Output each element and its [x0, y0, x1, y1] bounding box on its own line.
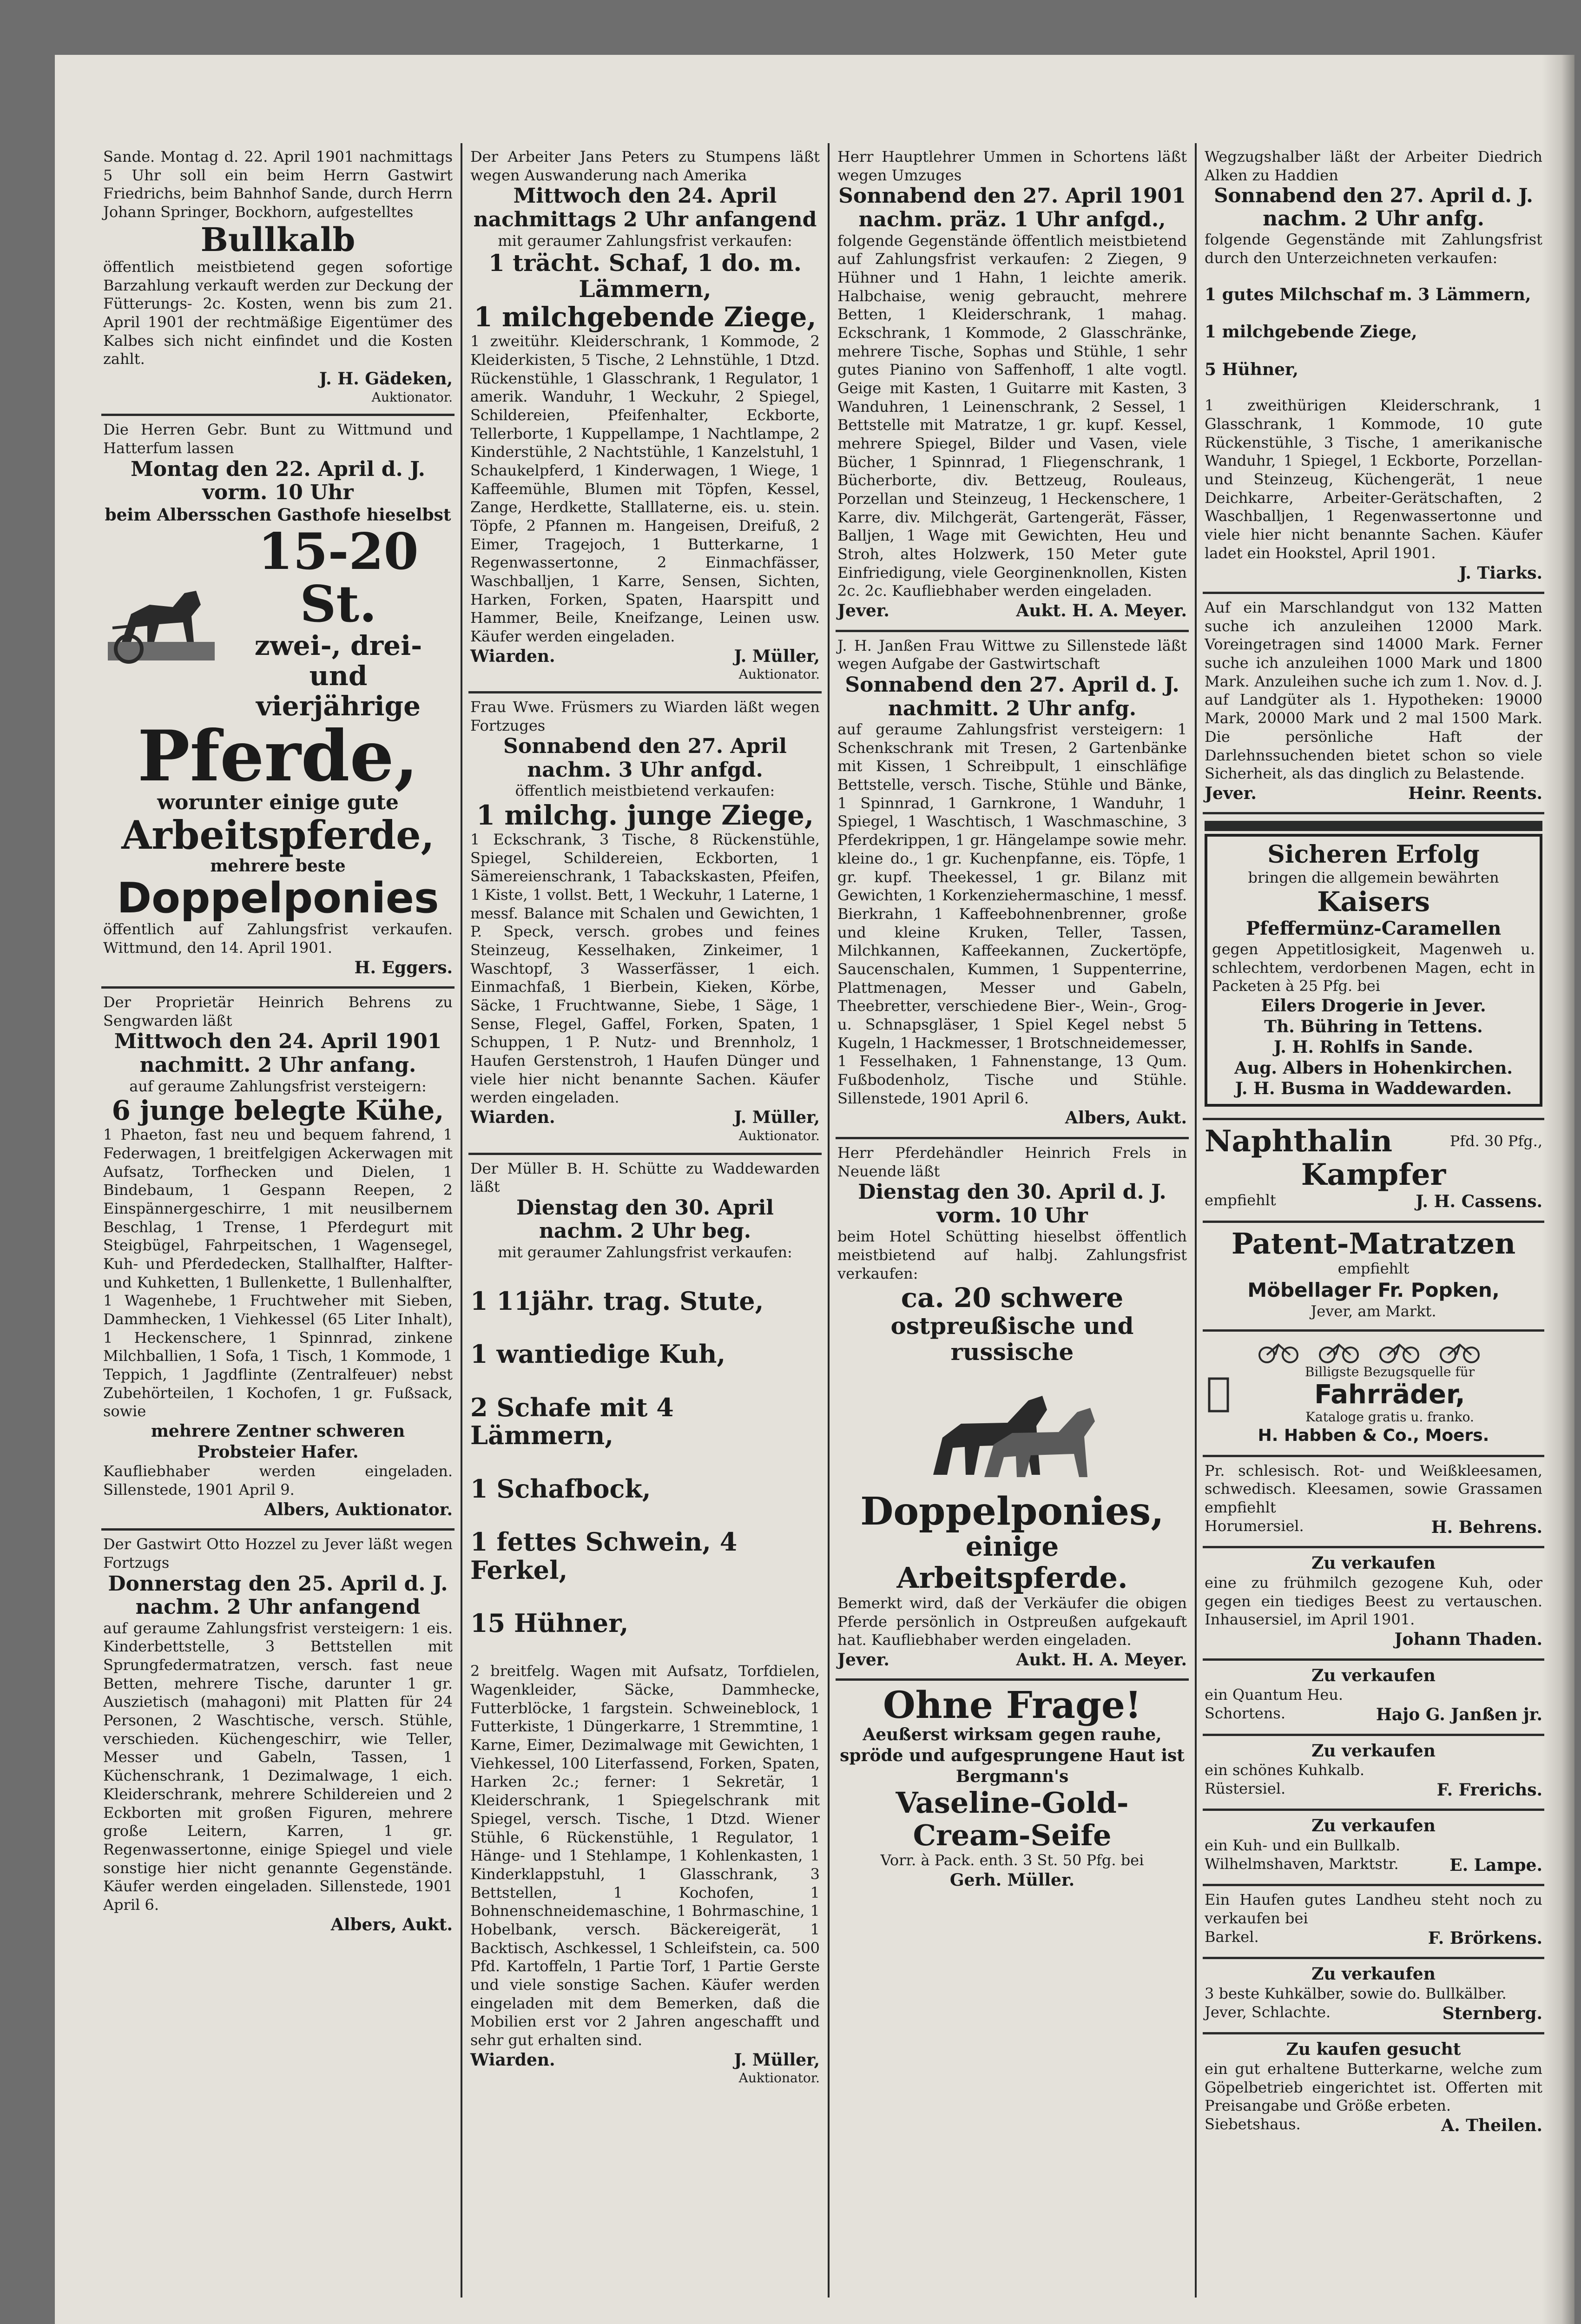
- ad-date: Sonnabend den 27. April d. J.: [845, 673, 1179, 697]
- ad-role: Auktionator.: [738, 2070, 820, 2086]
- ad-date: Sonnabend den 27. April 1901: [838, 184, 1186, 208]
- ad-signature-line: [470, 646, 820, 667]
- ad-body: Aeußerst wirksam gegen rauhe, spröde und aufgesprungene Haut ist Bergmann's: [840, 1725, 1185, 1786]
- ad-lead: Die Herren Gebr. Bunt zu Wittmund und Hatterfum lassen: [103, 421, 453, 457]
- ad-signature-line: [1205, 1780, 1542, 1801]
- ad-item: 1 11jähr. trag. Stute,: [470, 1286, 764, 1316]
- column-4: [1203, 143, 1544, 2298]
- ad-price: Pfd. 30 Pfg.,: [1449, 1132, 1542, 1150]
- ad-lead: Herr Hauptlehrer Ummen in Schortens läßt wegen Umzuges: [837, 148, 1187, 184]
- ad-signature: H. Eggers.: [354, 957, 453, 977]
- ad-item: 1 milchgebende Ziege,: [1205, 322, 1417, 342]
- ad-body: öffentlich auf Zahlungsfrist verkaufen. Wittmund, den 14. April 1901.: [103, 920, 453, 957]
- newspaper-page: [55, 55, 1574, 2324]
- ad-signature: J. Müller,: [734, 646, 820, 666]
- ad-line: Arbeitspferde,: [121, 812, 435, 858]
- ad-time: nachmittags 2 Uhr anfangend: [473, 207, 817, 231]
- ad-retailer: Eilers Drogerie in Jever.: [1261, 996, 1486, 1016]
- ad-line: einige: [965, 1531, 1059, 1563]
- ad-item: 1 fettes Schwein, 4 Ferkel,: [470, 1527, 738, 1585]
- ad-sign-place: Jever.: [837, 601, 889, 621]
- ad-time: nachm. 3 Uhr anfgd.: [527, 758, 763, 782]
- ad-body: folgende Gegenstände öffentlich meistbietend auf Zahlungsfrist verkaufen: 2 Ziegen, 9 Hühner und 1 Hahn, 1 leichte amerik. Halbchaise, wenig gebraucht, mehrere Betten, 1 Kleiderschrank, 1 mahag. Eckschrank, 1 Kommode, 2 Glasschränke, mehrere Tische, Sophas und Stühle, 1 sehr gutes Pianino von Saffenhoff, 1 alte vogtl. Geige mit Kasten, 1 Guitarre mit Kasten, 3 Wanduhren, 1 Leinenschrank, 2 Sessel, 1 Bettstelle mit Matratze, 1 gr. kupf. Kessel, mehrere Spiegel, Bilder und Vasen, viele Bücher, 1 Spinnrad, 1 Fliegenschrank, 1 Bücherborte, div. Bettzeug, Rouleaus, Porzellan und Steinzeug, 1 Heckenschere, 1 Karre, div. Milchgerät, Gartengerät, Fässer, Balljen, 1 Wage mit Gewichten, Heu und Stroh, altes Holzwerk, 150 Meter gute Einfriedigung, viele Georginenknollen, Kisten 2c. 2c. Kaufliebhaber werden eingeladen.: [837, 231, 1187, 600]
- ad-line: Arbeitspferde.: [896, 1561, 1128, 1595]
- ad-body: auf geraume Zahlungsfrist versteigern: 1 Schenkschrank mit Tresen, 2 Gartenbänke mit Kissen, 1 Schreibpult, 1 einschläfige Bettstelle, versch. Tische, Stühle und Bänke, 1 Spinnrad, 1 Garnkrone, 1 Wanduhr, 1 Spiegel, 1 Waschtisch, 1 Waschmaschine, 3 Pferdekrippen, 1 gr. Hängelampe sowie mehr. kleine do., 1 gr. Kuchenpfanne, eis. Töpfe, 1 gr. kupf. Theekessel, 1 gr. Bilanz mit Gewichten, 1 Korkenziehermaschine, 1 messf. Bierkrahn, 1 Kaffeebohnenbrenner, große und kleine Kruken, Teller, Tassen, Milchkannen, Kaffeekannen, Zuckertöpfe, Saucenschalen, Kummen, 1 Suppenterrine, Plattmenagen, Messer und Gabeln, Theebretter, verschiedene Bier-, Wein-, Grog- u. Schnapsgläser, 1 Spiel Kegel nebst 5 Kugeln, 1 Hackmesser, 1 Brotschneidemesser, 1 Fesselhaken, 1 Fahnenstange, 13 Qum. Fußbodenholz, Tische und Stühle. Sillenstede, 1901 April 6.: [837, 720, 1187, 1107]
- ad-signature-line: [470, 1107, 820, 1128]
- ad-kleesamen: [1203, 1455, 1544, 1546]
- column-3: [836, 143, 1189, 2298]
- ad-peters: [468, 143, 822, 691]
- ad-line: beim Hotel Schütting hieselbst öffentlich meistbietend auf halbj. Zahlungsfrist verkaufen:: [837, 1228, 1187, 1282]
- ad-time: nachmitt. 2 Uhr anfang.: [139, 1053, 416, 1077]
- ad-signature: Aukt. H. A. Meyer.: [1016, 1650, 1187, 1670]
- ad-kuh-thaden: [1203, 1546, 1544, 1658]
- ad-signature: Albers, Auktionator.: [264, 1499, 453, 1519]
- ad-signature: J. Müller,: [734, 1108, 820, 1128]
- ad-signature: Hajo G. Janßen jr.: [1376, 1704, 1542, 1724]
- ad-sign-place: Schortens.: [1205, 1704, 1286, 1722]
- ad-sign-place: Jever.: [1205, 783, 1257, 803]
- ad-lead: Der Gastwirt Otto Hozzel zu Jever läßt wegen Fortzugs: [103, 1535, 453, 1571]
- ad-date: Mittwoch den 24. April 1901: [114, 1030, 442, 1054]
- ad-headline: Kampfer: [1301, 1157, 1446, 1192]
- ad-lead: J. H. Janßen Frau Wittwe zu Sillenstede läßt wegen Aufgabe der Gastwirtschaft: [837, 636, 1187, 673]
- ad-date: Sonnabend den 27. April d. J.: [1214, 184, 1533, 207]
- ad-signature: F. Frerichs.: [1436, 1780, 1542, 1800]
- ad-retailer: Th. Bühring in Tettens.: [1264, 1017, 1483, 1037]
- ad-janssen: [836, 630, 1189, 1137]
- ad-body: gegen Appetitlosigkeit, Magenweh u. schlechtem, verdorbenen Magen, echt in Packeten à 25 Pfg. bei: [1212, 940, 1535, 995]
- ad-sign-place: Jever, Schlachte.: [1205, 2003, 1331, 2021]
- ad-body: 3 beste Kuhkälber, sowie do. Bullkälber.: [1205, 1984, 1507, 2002]
- ad-headline: Zu verkaufen: [1311, 1816, 1436, 1836]
- column-1: [101, 143, 455, 2298]
- ad-line: Jever, am Markt.: [1311, 1302, 1436, 1320]
- ad-date: Mittwoch den 24. April: [513, 184, 777, 208]
- ad-line: bringen die allgemein bewährten: [1248, 868, 1499, 886]
- ad-body: 2 breitfelg. Wagen mit Aufsatz, Torfdielen, Wagenkleider, Säcke, Dammhecke, Futterblöcke, 1 fargstein. Schweineblock, 1 Futterkiste, 1 Düngerkarre, 1 Stremmtine, 1 Karne, Eimer, Dezimalwage mit Gewichten, 1 Viehkessel, 100 Literfassend, Forken, Spaten, Harken 2c.; ferner: 1 Sekretär, 1 Kleiderschrank, 1 Spiegelschrank mit Spiegel, versch. Tische, 1 Dtzd. Wiener Stühle, 6 Rückenstühle, 1 Regulator, 1 Hänge- und 1 Stehlampe, 1 Kohlenkasten, 1 Kinderklappstuhl, 1 Glasschrank, 3 Bettstellen, 1 Kochofen, 1 Bohnenschneidemaschine, 1 Bohrmaschine, 1 Hobelbank, versch. Bäckereigerät, 1 Backtisch, Aschkessel, 1 Schleifstein, ca. 500 Pfd. Kartoffeln, 1 Partie Torf, 1 Partie Gerste und viele sonstige Sachen. Käufer werden eingeladen mit dem Bemerken, daß die Mobilien erst vor 2 Jahren angeschafft und sehr gut erhalten sind.: [470, 1662, 820, 2049]
- ad-signature: Aukt. H. A. Meyer.: [1016, 601, 1187, 621]
- ad-signature-line: [1205, 783, 1542, 804]
- ad-signature: H. Behrens.: [1431, 1517, 1542, 1537]
- ad-sign-place: Wiarden.: [470, 646, 555, 666]
- ad-sign-place: Horumersiel.: [1205, 1517, 1304, 1535]
- ad-body: eine zu frühmilch gezogene Kuh, oder gegen ein tiediges Beest zu vertauschen. Inhausersiel, im April 1901.: [1205, 1573, 1542, 1629]
- ad-body: auf geraume Zahlungsfrist versteigern: 1 eis. Kinderbettstelle, 3 Bettstellen mit Sprungfedermatratzen, versch. fast neue Betten, mehrere Tische, darunter 1 gr. Auszietisch (mahagoni) mit Platten für 24 Personen, 2 Waschtische, versch. Stühle, verschieden. Küchengeschirr, wie Teller, Messer und Gabeln, Tassen, 1 Küchenschrank, 1 Dezimalwage, 1 eich. Kleiderschrank, mehrere Schildereien und 2 Eckborten mit großen Figuren, mehrere große Leitern, Karren, 1 gr. Regenwassertonne, einige Spiegel und viele sonstige hier nicht genannte Gegenstände. Käufer werden eingeladen. Sillenstede, 1901 April 6.: [103, 1619, 453, 1914]
- ad-headline: Bullkalb: [200, 220, 356, 259]
- ad-naphthalin: [1203, 1118, 1544, 1221]
- ad-lead: Frau Wwe. Früsmers zu Wiarden läßt wegen Fortzuges: [470, 698, 820, 734]
- ad-line: folgende Gegenstände mit Zahlungsfrist durch den Unterzeichneten verkaufen:: [1205, 231, 1542, 267]
- ad-body: ein Quantum Heu.: [1205, 1686, 1344, 1704]
- ad-count: 15-20 St.: [258, 522, 419, 634]
- ad-signature: Sternberg.: [1442, 2003, 1542, 2023]
- ad-matratzen: [1203, 1221, 1544, 1329]
- ad-signature: Albers, Aukt.: [1065, 1108, 1187, 1128]
- ad-line: mehrere Zentner schweren Probsteier Hafer.: [151, 1421, 405, 1462]
- ad-time: nachm. 2 Uhr anfangend: [135, 1595, 421, 1619]
- ad-lead: Der Arbeiter Jans Peters zu Stumpens läßt wegen Auswanderung nach Amerika: [470, 148, 820, 184]
- ad-headline: 1 milchg. junge Ziege,: [476, 799, 814, 832]
- page-spine-shadow: [1542, 55, 1574, 2324]
- column-rule: [828, 143, 830, 2298]
- ad-body: ein schönes Kuhkalb.: [1205, 1761, 1365, 1779]
- ad-sign-place: Wiarden.: [470, 2050, 555, 2070]
- ad-lead: Der Müller B. H. Schütte zu Waddewarden läßt: [470, 1159, 820, 1196]
- ad-signature: Albers, Aukt.: [330, 1915, 453, 1934]
- ad-body: 1 zweithürigen Kleiderschrank, 1 Glasschrank, 1 Kommode, 10 gute Rückenstühle, 3 Tische, 1 amerikanische Wanduhr, 1 Spiegel, 1 Eckborte, Porzellan- und Steinzeug, Küchengerät, 1 neue Deichkarre, Arbeiter-Gerätschaften, 2 Waschballjen, 1 Regenwassertonne und viele hier nicht benannte Sachen. Käufer ladet ein Hookstel, April 1901.: [1205, 396, 1542, 562]
- ad-headline: Patent-Matratzen: [1231, 1227, 1516, 1261]
- ad-body: öffentlich meistbietend gegen sofortige Barzahlung verkauft werden zur Deckung der Fütterungs- 2c. Kosten, wenn bis zum 21. April 1901 der rechtmäßige Eigentümer des Kalbes sich nicht einfindet und die Kosten zahlt.: [103, 258, 453, 368]
- ad-row: [1205, 1125, 1542, 1158]
- ad-time: nachm. präz. 1 Uhr anfgd.,: [858, 207, 1166, 231]
- ad-item: 1 wantiedige Kuh,: [470, 1339, 726, 1369]
- ad-signature-line: [470, 2050, 820, 2071]
- ad-alken: [1203, 143, 1544, 592]
- ad-body: ein gut erhaltene Butterkarne, welche zum Göpelbetrieb eingerichtet ist. Offerten mit Preisangabe und Größe erbeten.: [1205, 2060, 1542, 2115]
- ad-reents: [1203, 592, 1544, 812]
- ad-signature: E. Lampe.: [1449, 1855, 1542, 1875]
- ad-signature-line: [1205, 1928, 1542, 1949]
- ad-signature: Heinr. Reents.: [1408, 783, 1542, 803]
- ad-seller: Gerh. Müller.: [949, 1870, 1075, 1890]
- ad-role: Auktionator.: [371, 389, 453, 405]
- ad-signature-line: [1205, 1191, 1542, 1212]
- ad-line: empfiehlt: [1337, 1260, 1410, 1278]
- ad-line: worunter einige gute: [157, 791, 399, 815]
- ad-body: 1 Phaeton, fast neu und bequem fahrend, 1 Federwagen, 1 breitfelgigen Ackerwagen mit Aufsatz, Torfhecken und Dielen, 1 Bindebaum, 1 Gespann Reepen, 2 Einspännergeschirre, 1 mit neusilbernem Beschlag, 1 Trense, 1 Pferdegurt mit Steigbügel, Fahrpeitschen, 1 Wagensegel, Kuh- und Pferdedecken, Stallhalfter, Halfter- und Kuhketten, 1 Bullenkette, 1 Bullenhalfter, 1 Wagenhebe, 1 Fruchtweher mit Sieben, Dammhecken, 1 Viehkessel (65 Liter Inhalt), 1 Heckenschere, 1 Spinnrad, zinkene Milchballien, 1 Sofa, 1 Tisch, 1 Kommode, 1 Teppich, 1 Jagdflinte (Zentralfeuer) nebst Zubehörteilen, 1 Kochofen, 1 gr. Fußsack, sowie: [103, 1126, 453, 1420]
- ad-heu-janssen: [1203, 1658, 1544, 1734]
- ad-item: 15 Hühner,: [470, 1608, 629, 1638]
- ad-kuhkalb-frerichs: [1203, 1734, 1544, 1809]
- ad-sign-place: Barkel.: [1205, 1928, 1259, 1946]
- ad-headline: Zu verkaufen: [1311, 1665, 1436, 1685]
- ad-kuhkaelber-sternberg: [1203, 1957, 1544, 2032]
- ad-fahrraeder: [1203, 1329, 1544, 1455]
- ad-sign-place: Rüstersiel.: [1205, 1779, 1286, 1797]
- ad-time: nachm. 2 Uhr anfg.: [1263, 206, 1484, 231]
- count-block: [224, 522, 453, 722]
- ad-signature-line: [1205, 2115, 1542, 2136]
- ad-text-block: [1237, 1364, 1542, 1426]
- ad-price: Vorr. à Pack. enth. 3 St. 50 Pfg. bei: [880, 1851, 1144, 1869]
- ad-kinds: zwei-, drei- und vierjährige: [254, 630, 422, 722]
- ad-headline: ostpreußische und russische: [890, 1312, 1134, 1366]
- horse-cart-icon: [103, 572, 219, 674]
- ad-headline: Zu kaufen gesucht: [1286, 2040, 1461, 2060]
- ad-pferde: [101, 414, 455, 986]
- ad-sign-place: Wiarden.: [470, 1108, 555, 1128]
- ad-sign-place: Jever.: [837, 1650, 889, 1670]
- ad-body: Bemerkt wird, daß der Verkäufer die obigen Pferde persönlich in Ostpreußen aufgekauft hat. Kaufliebhaber werden eingeladen.: [837, 1594, 1187, 1649]
- ad-item: 1 Schafbock,: [470, 1473, 651, 1504]
- column-rule: [461, 143, 462, 2298]
- ad-signature-line: [1205, 1704, 1542, 1725]
- ad-hozzel: [101, 1528, 455, 1943]
- ad-item: 5 Hühner,: [1205, 359, 1298, 379]
- ad-signature-line: [1205, 1855, 1542, 1876]
- ad-body: Auf ein Marschlandgut von 132 Matten suche ich anzuleihen 12000 Mark. Voreingetragen sind 14000 Mark. Ferner suche ich anzuleihen 1000 Mark und 1800 Mark. Anzuleihen suche ich zum 1. Nov. d. J. auf Landgüter als 1. Hypotheken: 19000 Mark, 20000 Mark und 2 mal 1500 Mark. Die persönliche Haft der Darlehnssuchenden bietet schon so viele Sicherheit, als das dinglich zu Belastende.: [1205, 599, 1542, 783]
- ad-lead: Sande. Montag d. 22. April 1901 nachmittags 5 Uhr soll ein beim Herrn Gastwirt Friedrichs, beim Bahnhof Sande, durch Herrn Johann Springer, Bockhorn, aufgestelltes: [103, 148, 453, 221]
- ad-headline: Doppelponies,: [860, 1489, 1164, 1534]
- ad-line: Doppelponies: [117, 873, 439, 923]
- ad-headline: Sicheren Erfolg: [1267, 840, 1480, 869]
- column-2: [468, 143, 822, 2298]
- ad-signature: J. Müller,: [734, 2050, 820, 2070]
- ad-body: Ein Haufen gutes Landheu steht noch zu verkaufen bei: [1205, 1891, 1542, 1928]
- ad-headline: ca. 20 schwere: [901, 1282, 1124, 1314]
- ad-ummen: [836, 143, 1189, 630]
- ad-body: Pr. schlesisch. Rot- und Weißkleesamen, schwedisch. Kleesamen, sowie Grassamen empfiehlt: [1205, 1461, 1542, 1517]
- ad-frels: [836, 1137, 1189, 1679]
- ad-kuehe: [101, 986, 455, 1528]
- ad-lead: Wegzugshalber läßt der Arbeiter Diedrich Alken zu Haddien: [1205, 148, 1542, 184]
- ad-body: 1 Eckschrank, 3 Tische, 8 Rückenstühle, Spiegel, Schildereien, Eckborten, 1 Sämereienschrank, 1 Tabackskasten, Pfeifen, 1 Kiste, 1 vollst. Bett, 1 Weckuhr, 1 Laterne, 1 messf. Balance mit Schalen und Gewichten, 1 P. Speck, versch. grobes und feines Steinzeug, Kesselhaken, Zinkeimer, 1 Waschtopf, 3 Wasserfässer, 1 eich. Einmachfaß, 1 Bierbein, Kieken, Körbe, Säcke, 1 Fruchtwanne, Siebe, 1 Säge, 1 Sense, Flegel, Gaffel, Forken, Spaten, 1 Schuppen, 1 P. Nutz- und Brennholz, 1 Haufen Gerstenstroh, 1 Haufen Dünger und viele hier nicht benannte Sachen. Käufer werden eingeladen.: [470, 831, 820, 1107]
- ad-line: Kataloge gratis u. franko.: [1305, 1409, 1474, 1425]
- scroll-banner-icon: [1205, 1374, 1232, 1416]
- ad-headline: 6 junge belegte Kühe,: [112, 1095, 444, 1127]
- ad-retailer: J. H. Rohlfs in Sande.: [1274, 1037, 1473, 1057]
- ad-date: Montag den 22. April d. J.: [131, 457, 425, 481]
- ad-headline: Naphthalin: [1205, 1124, 1392, 1159]
- ad-sign-place: Siebetshaus.: [1205, 2115, 1301, 2133]
- ad-time: nachm. 2 Uhr beg.: [539, 1219, 751, 1243]
- ad-item: 2 Schafe mit 4 Lämmern,: [470, 1392, 674, 1451]
- ad-line: öffentlich meistbietend verkaufen:: [515, 782, 775, 800]
- ad-headline: Zu verkaufen: [1311, 1553, 1436, 1573]
- ad-time: vorm. 10 Uhr: [202, 481, 354, 505]
- ad-retailer: Aug. Albers in Hohenkirchen.: [1234, 1058, 1513, 1078]
- ad-kaisers: [1203, 812, 1544, 1118]
- ad-line: mit geraumer Zahlungsfrist verkaufen:: [498, 1243, 792, 1261]
- ad-headline: Pferde,: [137, 715, 419, 798]
- ad-signature: J. H. Cassens.: [1416, 1192, 1542, 1212]
- ad-body: ein Kuh- und ein Bullkalb.: [1205, 1836, 1401, 1855]
- ad-signature-line: [1205, 2003, 1542, 2024]
- ad-date: Dienstag den 30. April d. J.: [858, 1180, 1166, 1204]
- ad-role: Auktionator.: [738, 667, 820, 682]
- bicycles-icon: [1253, 1336, 1495, 1364]
- ad-signature: F. Brörkens.: [1428, 1928, 1542, 1948]
- ad-headline: 1 milchgebende Ziege,: [474, 301, 817, 333]
- ad-headline: Fahrräder,: [1314, 1379, 1465, 1410]
- ad-line: mehrere beste: [210, 856, 346, 876]
- ad-date: Dienstag den 30. April: [516, 1195, 774, 1220]
- ad-headline: Zu verkaufen: [1311, 1741, 1436, 1761]
- ad-signature: J. Tiarks.: [1459, 563, 1542, 583]
- ad-vaseline-seife: [836, 1678, 1189, 1899]
- ad-headline: Ohne Frage!: [883, 1683, 1142, 1727]
- ad-headline: Zu verkaufen: [1311, 1964, 1436, 1984]
- ad-date: Sonnabend den 27. April: [503, 734, 787, 759]
- horse-row: [103, 522, 453, 722]
- ad-body: Kaufliebhaber werden eingeladen. Sillenstede, 1901 April 9.: [103, 1462, 453, 1499]
- ad-product: Vaseline-Gold-Cream-Seife: [896, 1786, 1129, 1852]
- ad-role: Auktionator.: [738, 1128, 820, 1143]
- ad-signature-line: [1205, 1517, 1542, 1538]
- ad-signature: H. Habben & Co., Moers.: [1258, 1426, 1489, 1446]
- ad-date: Donnerstag den 25. April d. J.: [108, 1571, 448, 1596]
- ad-signature-line: [837, 601, 1187, 621]
- ad-border-bar: [1205, 821, 1542, 831]
- ad-fruesmers: [468, 691, 822, 1153]
- ad-item: 1 gutes Milchschaf m. 3 Lämmern,: [1205, 284, 1531, 304]
- ad-signature-line: [837, 1650, 1187, 1670]
- ad-retailer: J. H. Busma in Waddewarden.: [1235, 1079, 1512, 1099]
- ad-time: nachmitt. 2 Uhr anfg.: [888, 696, 1137, 720]
- ad-signature: A. Theilen.: [1441, 2115, 1542, 2135]
- ad-line: auf geraume Zahlungsfrist versteigern:: [129, 1077, 427, 1095]
- ad-sign-place: Wilhelmshaven, Marktstr.: [1205, 1855, 1399, 1873]
- ad-kalb-lampe: [1203, 1809, 1544, 1884]
- ad-seller: Möbellager Fr. Popken,: [1247, 1279, 1500, 1302]
- ad-landheu-broerkens: [1203, 1884, 1544, 1957]
- ad-row: [1205, 1364, 1542, 1426]
- ad-headline: 1 trächt. Schaf, 1 do. m. Lämmern,: [488, 249, 802, 303]
- ad-bullkalb: [101, 143, 455, 414]
- ad-line: mit geraumer Zahlungsfrist verkaufen:: [498, 231, 792, 250]
- column-rule: [1195, 143, 1197, 2298]
- ad-line: Billigste Bezugsquelle für: [1304, 1364, 1475, 1380]
- ad-brand: Kaisers: [1317, 886, 1430, 918]
- ad-signature: Johann Thaden.: [1394, 1629, 1542, 1649]
- ad-lead: Herr Pferdehändler Heinrich Frels in Neuende läßt: [837, 1143, 1187, 1180]
- ad-body: 1 zweitühr. Kleiderschrank, 1 Kommode, 2 Kleiderkisten, 5 Tische, 2 Lehnstühle, 1 Dtzd. Rückenstühle, 1 Glasschrank, 1 Regulator, 1 amerik. Wanduhr, 1 Weckuhr, 2 Spiegel, Schildereien, Pfeifenhalter, Eckborte, Tellerborte, 1 Kuppellampe, 1 Nachtlampe, 2 Kinderstühle, 2 Nachtstühle, 1 Kanzelstuhl, 1 Schaukelpferd, 1 Kinderwagen, 1 Wiege, 1 Kaffeemühle, Blumen mit Töpfen, Kessel, Zange, Herdkette, Stalllaterne, eis. u. stein. Töpfe, 2 Pfannen m. Hangeisen, Dreifuß, 2 Eimer, Tragejoch, 1 Butterkarne, 1 Regenwassertonne, 2 Einmachfässer, Waschballjen, 1 Karre, Sensen, Sichten, Harken, Forken, Spaten, Haarspitt und Hammer, Beile, Kneifzange, Leinen usw. Käufer werden eingeladen.: [470, 332, 820, 645]
- ad-lead: Der Proprietär Heinrich Behrens zu Sengwarden läßt: [103, 993, 453, 1030]
- ad-place: beim Albersschen Gasthofe hieselbst: [105, 505, 451, 525]
- ad-time: vorm. 10 Uhr: [936, 1203, 1088, 1228]
- horses-icon: [915, 1368, 1110, 1489]
- ad-signature: J. H. Gädeken,: [319, 369, 453, 389]
- ad-schuette: [468, 1153, 822, 2095]
- ad-product: Pfeffermünz-Caramellen: [1245, 918, 1502, 940]
- ad-line: empfiehlt: [1205, 1191, 1276, 1209]
- ad-box: [1205, 834, 1542, 1107]
- ad-butterkarne-theilen: [1203, 2032, 1544, 2144]
